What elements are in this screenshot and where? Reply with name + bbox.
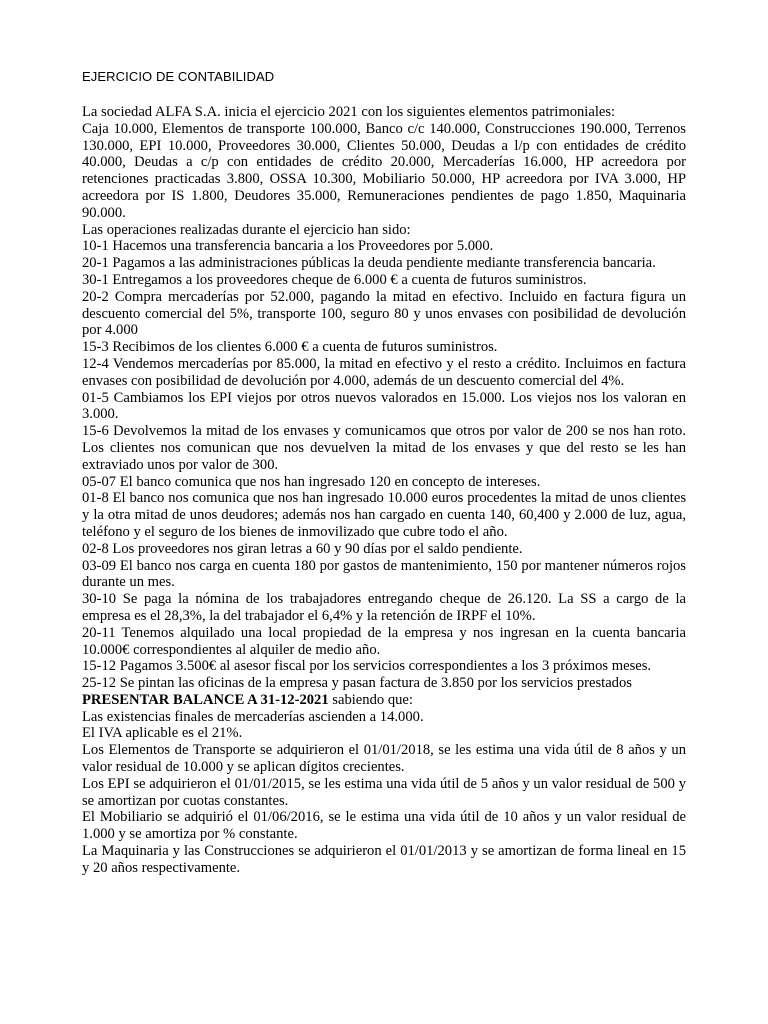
intro-paragraph: La sociedad ALFA S.A. inicia el ejercicio 2021 con los siguientes elementos patrimoniales:: [82, 104, 616, 120]
operation-item: 25-12 Se pintan las oficinas de la empresa y pasan factura de 3.850 por los servicios prestados: [82, 675, 632, 692]
operation-item: 30-1 Entregamos a los proveedores cheque de 6.000 € a cuenta de futuros suministros.: [82, 271, 587, 288]
operation-item: 05-07 El banco comunica que nos han ingresado 120 en concepto de intereses.: [82, 473, 541, 490]
operation-item: 15-3 Recibimos de los clientes 6.000 € a cuenta de futuros suministros.: [82, 339, 498, 356]
document-body: [82, 104, 686, 877]
operation-item: 20-1 Pagamos a las administraciones públicas la deuda pendiente mediante transferencia bancaria.: [82, 255, 656, 272]
document-heading: EJERCICIO DE CONTABILIDAD: [82, 69, 275, 84]
operation-item: 12-4 Vendemos mercaderías por 85.000, la mitad en efectivo y el resto a crédito. Incluimos en factura envases con posibilidad de devolución por 4.000, además de un descuento comercial del 4%.: [82, 355, 686, 389]
operation-item: 01-8 El banco nos comunica que nos han ingresado 10.000 euros procedentes la mitad de unos clientes y la otra mitad de unos deudores; además nos han cargado en cuenta 140, 60,400 y 2.000 de luz, agua, teléfono y el seguro de los bienes de inmovilizado que cubre todo el año.: [82, 490, 686, 540]
note-item: Los Elementos de Transporte se adquirieron el 01/01/2018, se les estima una vida útil de 8 años y un valor residual de 10.000 y se aplican dígitos crecientes.: [82, 742, 686, 776]
balance-heading-line: [82, 692, 686, 709]
operation-item: 02-8 Los proveedores nos giran letras a 60 y 90 días por el saldo pendiente.: [82, 540, 523, 557]
operations-intro: Las operaciones realizadas durante el ejercicio han sido:: [82, 221, 411, 238]
operation-item: 03-09 El banco nos carga en cuenta 180 por gastos de mantenimiento, 150 por mantener números rojos durante un mes.: [82, 557, 686, 591]
note-item: El IVA aplicable es el 21%.: [82, 725, 243, 742]
note-item: Los EPI se adquirieron el 01/01/2015, se les estima una vida útil de 5 años y un valor residual de 500 y se amortizan por cuotas constantes.: [82, 775, 686, 809]
note-item: La Maquinaria y las Construcciones se adquirieron el 01/01/2013 y se amortizan de forma lineal en 15 y 20 años respectivamente.: [82, 843, 686, 876]
operation-item: 01-5 Cambiamos los EPI viejos por otros nuevos valorados en 15.000. Los viejos nos los valoran en 3.000.: [82, 389, 686, 423]
balance-heading: PRESENTAR BALANCE A 31-12-2021: [82, 691, 329, 708]
operation-item: 10-1 Hacemos una transferencia bancaria a los Proveedores por 5.000.: [82, 238, 494, 255]
operation-item: 30-10 Se paga la nómina de los trabajadores entregando cheque de 26.120. La SS a cargo de la empresa es el 28,3%, la del trabajador el 6,4% y la retención de IRPF el 10%.: [82, 591, 686, 624]
operation-item: 15-6 Devolvemos la mitad de los envases y comunicamos que otros por valor de 200 se nos han roto. Los clientes nos comunican que nos devuelven la mitad de los envases y que del resto se les han extraviado unos por valor de 300.: [82, 423, 686, 473]
operation-item: 15-12 Pagamos 3.500€ al asesor fiscal por los servicios correspondientes a los 3 próximos meses.: [82, 658, 652, 675]
balance-heading-rest: sabiendo que:: [328, 691, 413, 708]
operation-item: 20-11 Tenemos alquilado una local propiedad de la empresa y nos ingresan en la cuenta bancaria 10.000€ correspondientes al alquiler de medio año.: [82, 624, 686, 658]
operation-item: 20-2 Compra mercaderías por 52.000, pagando la mitad en efectivo. Incluido en factura figura un descuento comercial del 5%, transporte 100, seguro 80 y unos envases con posibilidad de devolución por 4.000: [82, 288, 686, 339]
document-page: [82, 68, 686, 877]
elements-paragraph: Caja 10.000, Elementos de transporte 100.000, Banco c/c 140.000, Construcciones 190.000, Terrenos 130.000, EPI 10.000, Proveedores 30.000, Clientes 50.000, Deudas a l/p con entidades de crédito 40.000, Deudas a c/p con entidades de crédito 20.000, Mercaderías 16.000, HP acreedora por retenciones practicadas 3.800, OSSA 10.300, Mobiliario 50.000, HP acreedora por IVA 3.000, HP acreedora por IS 1.800, Deudores 35.000, Remuneraciones pendientes de pago 1.850, Maquinaria 90.000.: [82, 120, 686, 221]
note-item: Las existencias finales de mercaderías ascienden a 14.000.: [82, 708, 424, 725]
note-item: El Mobiliario se adquirió el 01/06/2016, se le estima una vida útil de 10 años y un valor residual de 1.000 y se amortiza por % constante.: [82, 809, 686, 843]
